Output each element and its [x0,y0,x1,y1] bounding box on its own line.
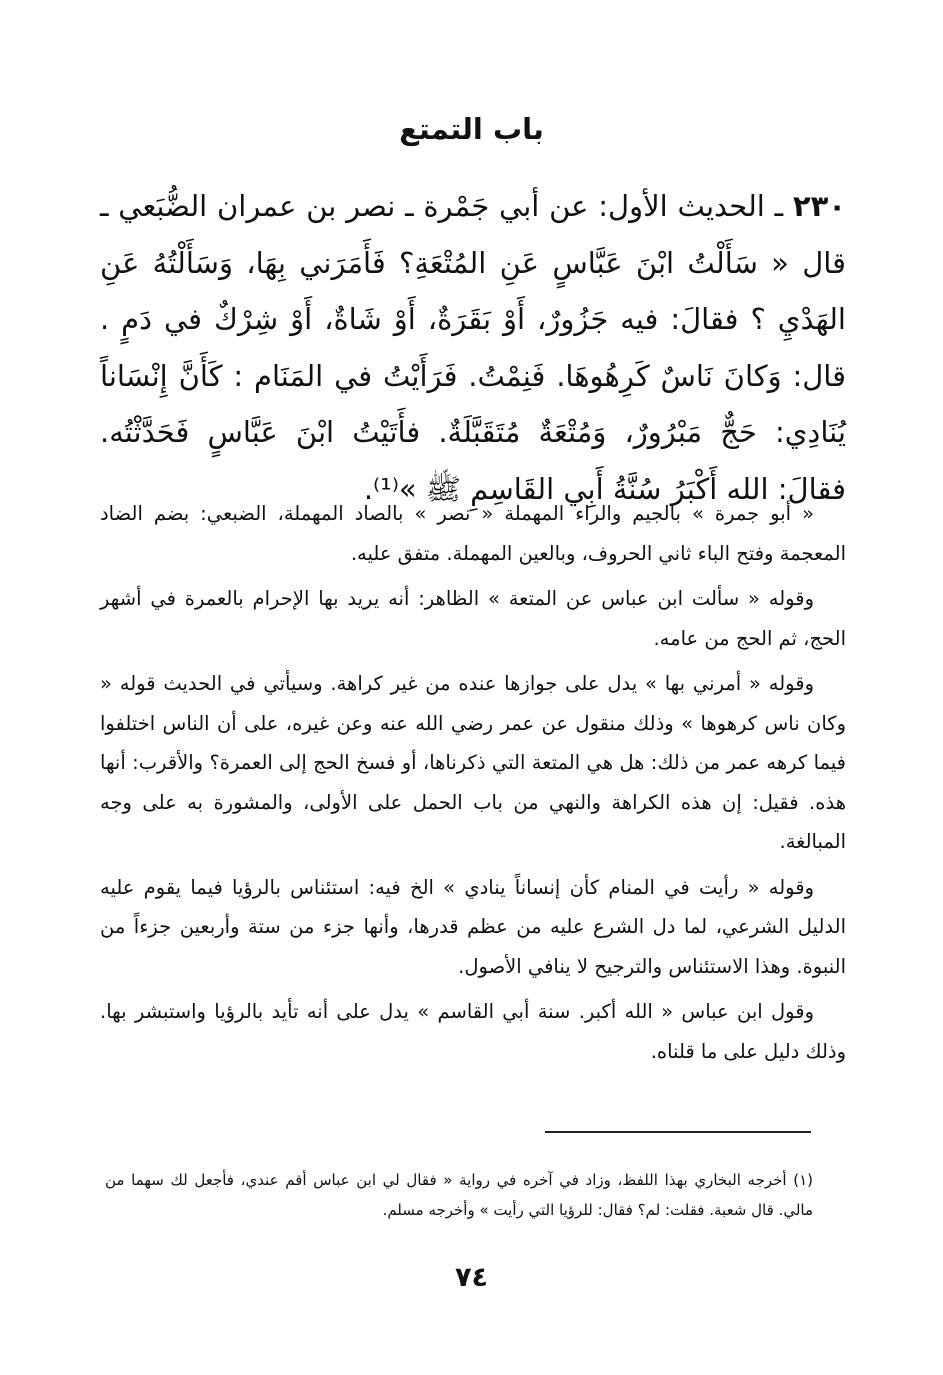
commentary-block [100,494,846,1077]
footnote-divider [545,1131,811,1133]
page-number: ٧٤ [455,1262,488,1293]
hadith-text: ـ الحديث الأول: عن أبي جَمْرة ـ نصر بن عمران الضُّبَعي ـ قال « سَأَلْتُ ابْنَ عَبَّاسٍ عَنِ المُتْعَةِ؟ فَأَمَرَني بِهَا، وَسَأَلْتُهُ عَنِ الهَدْيِ ؟ فقالَ: فيه جَزُورٌ، أَوْ بَقَرَةٌ، أَوْ شَاةٌ، أَوْ شِرْكٌ في دَمٍ . قال: وَكانَ نَاسٌ كَرِهُوهَا. فَنِمْتُ. فَرَأَيْتُ في المَنَام : كَأَنَّ إِنْسَاناً يُنَادِي: حَجٌّ مَبْرُورٌ، وَمُتْعَةٌ مُتَقَبَّلَةٌ. فأَتَيْتُ ابْنَ عَبَّاسٍ فَحَدَّثْتُه. فقالَ: الله أَكْبَرُ سُنَّةُ أَبِي القَاسِمِ ﷺ »⁽¹⁾. [100,189,846,506]
hadith-text-block [100,178,846,517]
commentary-paragraph: وقوله « رأيت في المنام كأن إنساناً ينادي » الخ فيه: استئناس بالرؤيا فيما يقوم عليه الدليل الشرعي، لما دل الشرع عليه من عظم قدرها، وأنها جزء من ستة وأربعين جزءاً من النبوة. وهذا الاستئناس والترجيح لا ينافي الأصول. [100,875,846,978]
hadith-number: ٢٣٠ [792,189,847,223]
commentary-paragraph: وقول ابن عباس « الله أكبر. سنة أبي القاسم » يدل على أنه تأيد بالرؤيا واستبشر بها. وذلك دليل على ما قلناه. [100,1000,846,1063]
commentary-paragraph: وقوله « أمرني بها » يدل على جوازها عنده من غير كراهة. وسيأتي في الحديث قوله « وكان ناس كرهوها » وذلك منقول عن عمر رضي الله عنه وعن غيره، على أن الناس اختلفوا فيما كرهه عمر من ذلك: هل هي المتعة التي ذكرناها، أو فسخ الحج إلى العمرة؟ والأقرب: أنها هذه. فقيل: إن هذه الكراهة والنهي من باب الحمل على الأولى، والمشورة به على وجه المبالغة. [100,672,846,853]
commentary-paragraph: وقوله « سألت ابن عباس عن المتعة » الظاهر: أنه يريد بها الإحرام بالعمرة في أشهر الحج، ثم الحج من عامه. [100,587,846,650]
chapter-title: باب التمتع [399,112,544,146]
footnote: (١) أخرجه البخاري بهذا اللفظ، وزاد في آخره في رواية « فقال لي ابن عباس أقم عندي، فأجعل لك سهما من مالي. قال شعبة. فقلت: لم؟ فقال: للرؤيا التي رأيت » وأخرجه مسلم. [105,1171,813,1219]
commentary-paragraph: « أبو جمرة » بالجيم والراء المهملة « نصر » بالصاد المهملة، الضبعي: بضم الضاد المعجمة وفتح الباء ثاني الحروف، وبالعين المهملة. متفق عليه. [100,502,846,565]
